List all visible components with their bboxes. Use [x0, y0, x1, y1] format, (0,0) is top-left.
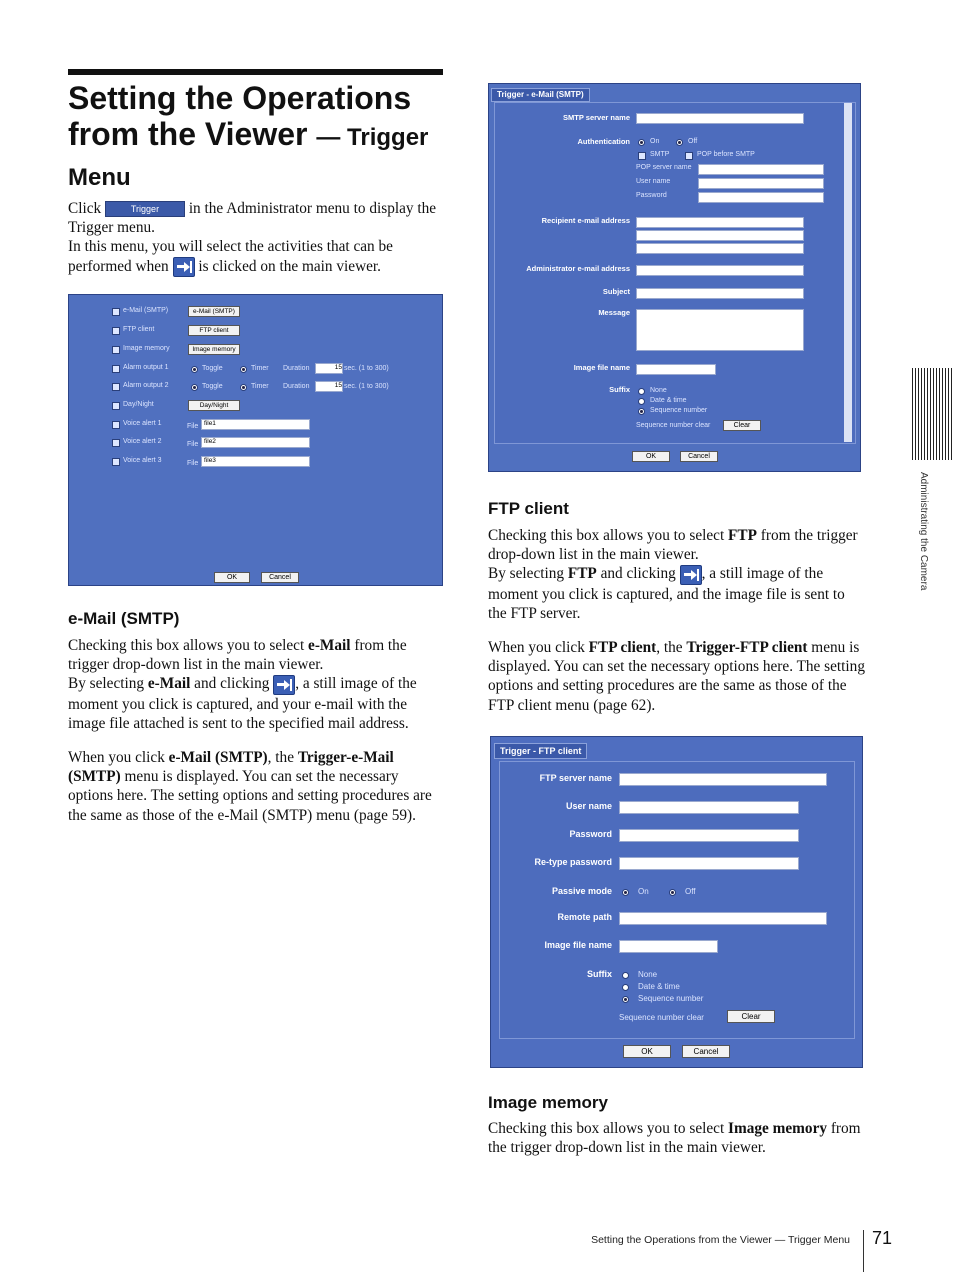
row-checkbox[interactable] — [112, 327, 120, 335]
email-paragraph-2: When you click e-Mail (SMTP), the Trigger-e-Mail (SMTP) menu is displayed. You can set the necessary options here. The setting options and setting procedures are the same as those of the e-Mail (SMTP) menu (page 59). — [68, 749, 432, 824]
row-checkbox[interactable] — [112, 458, 120, 466]
ftp-clear-button[interactable]: Clear — [727, 1010, 775, 1023]
duration-input[interactable]: 15 — [315, 363, 343, 374]
smtp-clear-button[interactable]: Clear — [723, 420, 761, 431]
row-checkbox[interactable] — [112, 421, 120, 429]
section-tab-marker — [912, 368, 954, 460]
intro-paragraph: Click Trigger in the Administrator menu to display the Trigger menu. In this menu, you will select the activities that can be performed when is clicked on the main viewer. — [68, 199, 446, 277]
row-label: Alarm output 1 — [123, 364, 169, 371]
trigger-button-image: Trigger — [105, 201, 185, 217]
row-button[interactable]: e-Mail (SMTP) — [188, 306, 240, 317]
row-label: e-Mail (SMTP) — [123, 307, 169, 314]
row-button[interactable]: Day/Night — [188, 400, 240, 411]
page-number: 71 — [872, 1228, 893, 1248]
ftp-screenshot: Trigger - FTP client FTP server name User name Password Re-type password Passive mode On Off Remote path Image file name Suffix None Date & time Sequence number Sequence number clear Clear OK Cancel — [490, 736, 863, 1068]
ftp-cancel-button[interactable]: Cancel — [682, 1045, 730, 1058]
row-checkbox[interactable] — [112, 439, 120, 447]
smtp-cancel-button[interactable]: Cancel — [680, 451, 718, 462]
row-label: Day/Night — [123, 401, 154, 408]
trigger-arrow-icon — [273, 675, 295, 695]
smtp-tab: Trigger - e-Mail (SMTP) — [491, 88, 590, 102]
row-label: Image memory — [123, 345, 170, 352]
cancel-button[interactable]: Cancel — [261, 572, 299, 583]
smtp-ok-button[interactable]: OK — [632, 451, 670, 462]
title-rule — [68, 69, 443, 75]
file-input[interactable]: file1 — [201, 419, 310, 430]
row-label: Voice alert 3 — [123, 457, 162, 464]
ftp-paragraph-1: Checking this box allows you to select FTP from the trigger drop-down list in the main viewer. By selecting FTP and clicking , a still image of the moment you click is captured, and the image file is sent to the FTP server. — [488, 527, 858, 623]
file-input[interactable]: file2 — [201, 437, 310, 448]
row-checkbox[interactable] — [112, 365, 120, 373]
duration-input[interactable]: 15 — [315, 381, 343, 392]
row-checkbox[interactable] — [112, 346, 120, 354]
row-checkbox[interactable] — [112, 308, 120, 316]
ftp-tab: Trigger - FTP client — [494, 743, 587, 759]
ok-button[interactable]: OK — [214, 572, 250, 583]
row-button[interactable]: Image memory — [188, 344, 240, 355]
email-paragraph-1: Checking this box allows you to select e-Mail from the trigger drop-down list in the main viewer. By selecting e-Mail and clicking , a still image of the moment you click is captured, and your e-mail with the image file attached is sent to the specified mail address. — [68, 637, 417, 733]
row-label: Alarm output 2 — [123, 382, 169, 389]
trigger-menu-screenshot: e-Mail (SMTP) e-Mail (SMTP) FTP client FTP client Image memory Image memory Alarm output 1 Toggle Timer Duration 15 sec. (1 to 300) Alarm output 2 Toggle Timer Duration 15 sec. (1 to 300) Day/Night Day/Night Voice alert 1 File file1 Voice alert 2 File file2 Voice alert 3 File file3 OK Cancel — [68, 294, 443, 586]
row-checkbox[interactable] — [112, 383, 120, 391]
file-input[interactable]: file3 — [201, 456, 310, 467]
trigger-arrow-icon — [680, 565, 702, 585]
ftp-ok-button[interactable]: OK — [623, 1045, 671, 1058]
footer-rule — [863, 1230, 864, 1272]
section-title-ftp: FTP client — [488, 499, 569, 518]
ftp-paragraph-2: When you click FTP client, the Trigger-FTP client menu is displayed. You can set the necessary options here. The setting options and setting procedures are the same as those of the FTP client menu (page 62). — [488, 639, 865, 714]
row-label: FTP client — [123, 326, 155, 333]
row-label: Voice alert 1 — [123, 420, 162, 427]
row-button[interactable]: FTP client — [188, 325, 240, 336]
section-title-email: e-Mail (SMTP) — [68, 609, 180, 628]
row-label: Voice alert 2 — [123, 438, 162, 445]
page-title: Setting the Operations from the Viewer — Trigger Menu — [68, 80, 429, 191]
sidebar-label: Administrating the Camera — [918, 472, 929, 591]
smtp-screenshot: Trigger - e-Mail (SMTP) SMTP server name Authentication On Off SMTP POP before SMTP POP server name User name Password Recipient e-mail address Administrator e-mail address Subject Message Image file name Suffix None Date & time Sequence number Sequence number clear Clear OK Cancel — [488, 83, 861, 472]
trigger-arrow-icon — [173, 257, 195, 277]
image-memory-paragraph: Checking this box allows you to select Image memory from the trigger drop-down list in the main viewer. — [488, 1120, 861, 1157]
running-title: Setting the Operations from the Viewer — Trigger Menu — [591, 1234, 850, 1246]
row-checkbox[interactable] — [112, 402, 120, 410]
section-title-image-memory: Image memory — [488, 1093, 608, 1112]
